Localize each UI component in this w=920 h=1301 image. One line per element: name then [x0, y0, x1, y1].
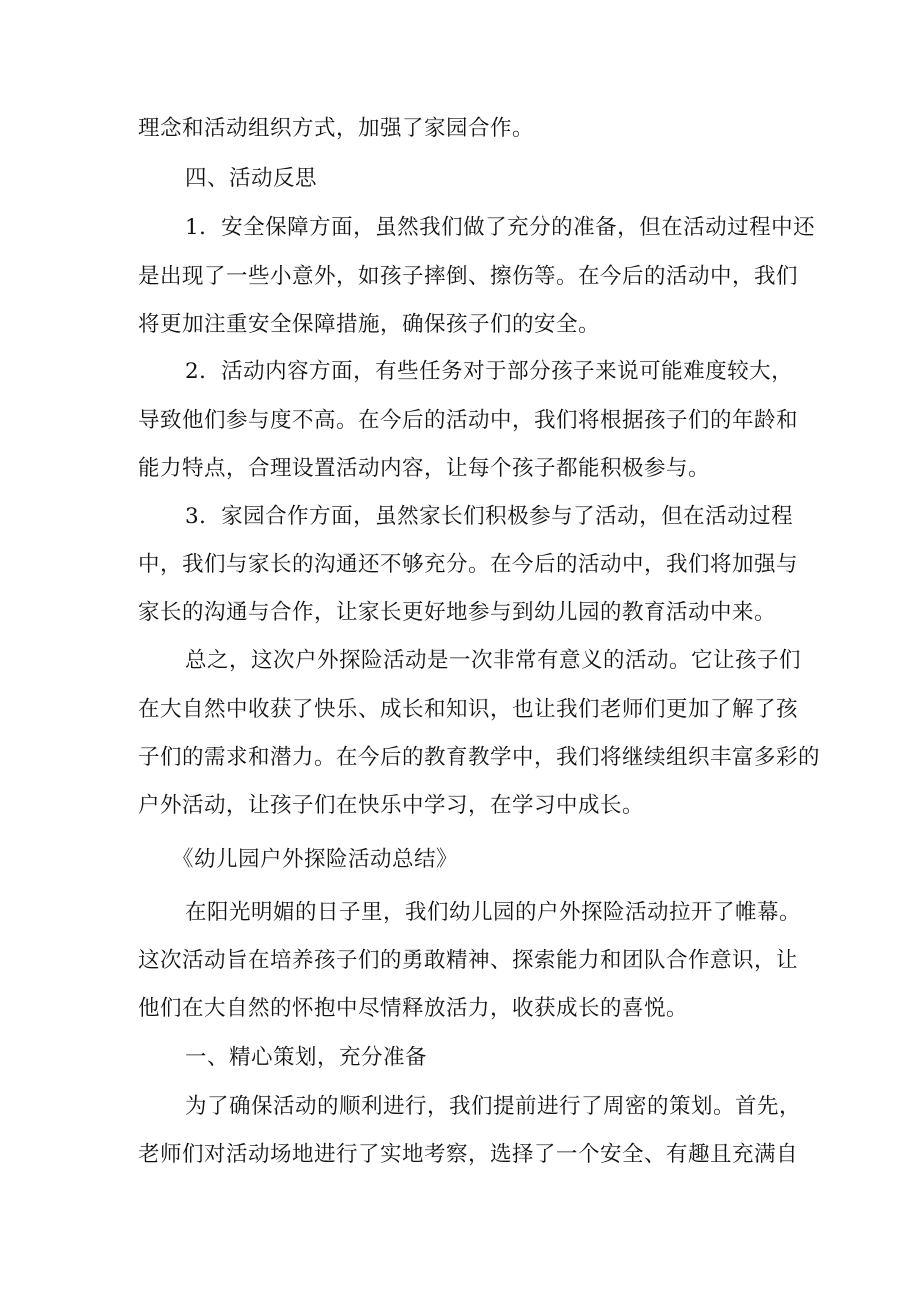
paragraph-line: 在阳光明媚的日子里，我们幼儿园的户外探险活动拉开了帷幕。: [185, 900, 802, 925]
paragraph-line: 中，我们与家长的沟通还不够充分。在今后的活动中，我们将加强与: [138, 552, 799, 577]
section-heading: 一、精心策划，充分准备: [185, 1045, 428, 1070]
paragraph-line: 能力特点，合理设置活动内容，让每个孩子都能积极参与。: [138, 456, 711, 481]
paragraph-line: 总之，这次户外探险活动是一次非常有意义的活动。它让孩子们: [185, 648, 802, 673]
paragraph-line: 是出现了一些小意外，如孩子摔倒、擦伤等。在今后的活动中，我们: [138, 264, 799, 289]
paragraph-line: 2．活动内容方面，有些任务对于部分孩子来说可能难度较大，: [185, 359, 794, 384]
section-heading: 四、活动反思: [185, 166, 318, 191]
document-title: 《幼儿园户外探险活动总结》: [172, 847, 459, 872]
paragraph-line: 他们在大自然的怀抱中尽情释放活力，收获成长的喜悦。: [138, 996, 689, 1021]
paragraph-line: 3．家园合作方面，虽然家长们积极参与了活动，但在活动过程: [185, 504, 794, 529]
paragraph-line: 将更加注重安全保障措施，确保孩子们的安全。: [138, 312, 601, 337]
paragraph-line: 导致他们参与度不高。在今后的活动中，我们将根据孩子们的年龄和: [138, 408, 799, 433]
paragraph-line: 这次活动旨在培养孩子们的勇敢精神、探索能力和团队合作意识，让: [138, 948, 799, 973]
paragraph-line: 家长的沟通与合作，让家长更好地参与到幼儿园的教育活动中来。: [138, 600, 777, 625]
paragraph-line: 子们的需求和潜力。在今后的教育教学中，我们将继续组织丰富多彩的: [138, 745, 821, 770]
paragraph-line: 理念和活动组织方式，加强了家园合作。: [138, 116, 535, 141]
paragraph-line: 在大自然中收获了快乐、成长和知识，也让我们老师们更加了解了孩: [138, 697, 799, 722]
paragraph-line: 老师们对活动场地进行了实地考察，选择了一个安全、有趣且充满自: [138, 1142, 799, 1167]
paragraph-line: 户外活动，让孩子们在快乐中学习，在学习中成长。: [138, 793, 645, 818]
paragraph-line: 为了确保活动的顺利进行，我们提前进行了周密的策划。首先，: [185, 1094, 802, 1119]
paragraph-line: 1．安全保障方面，虽然我们做了充分的准备，但在活动过程中还: [185, 215, 816, 240]
